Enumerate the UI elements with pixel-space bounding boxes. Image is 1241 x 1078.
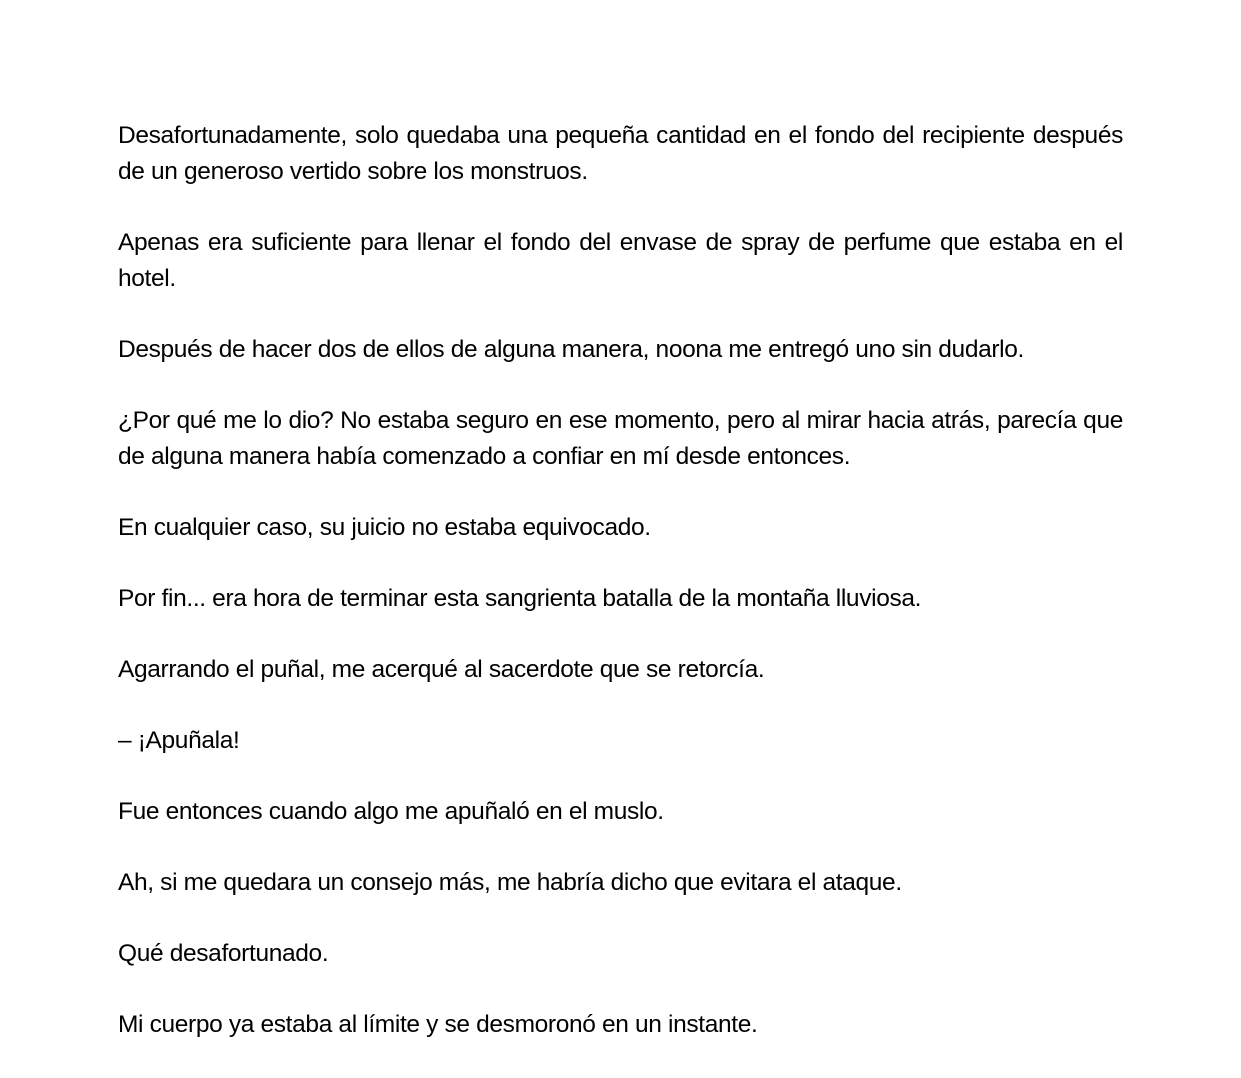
paragraph-3: Después de hacer dos de ellos de alguna manera, noona me entregó uno sin dudarlo. bbox=[118, 336, 1025, 363]
paragraph-6: Por fin... era hora de terminar esta sangrienta batalla de la montaña lluviosa. bbox=[118, 585, 922, 612]
paragraph-7: Agarrando el puñal, me acerqué al sacerdote que se retorcía. bbox=[118, 656, 765, 683]
paragraph-5: En cualquier caso, su juicio no estaba equivocado. bbox=[118, 514, 651, 541]
paragraph-1: Desafortunadamente, solo quedaba una pequeña cantidad en el fondo del recipiente después de un generoso vertido sobre los monstruos. bbox=[118, 122, 1123, 185]
paragraph-4: ¿Por qué me lo dio? No estaba seguro en ese momento, pero al mirar hacia atrás, parecía que de alguna manera había comenzado a confiar en mí desde entonces. bbox=[118, 407, 1123, 470]
paragraph-9: Fue entonces cuando algo me apuñaló en el muslo. bbox=[118, 798, 664, 825]
paragraph-11: Qué desafortunado. bbox=[118, 940, 329, 967]
document-body bbox=[118, 118, 1123, 1078]
paragraph-2: Apenas era suficiente para llenar el fondo del envase de spray de perfume que estaba en el hotel. bbox=[118, 229, 1123, 292]
paragraph-8: – ¡Apuñala! bbox=[118, 727, 240, 754]
paragraph-12: Mi cuerpo ya estaba al límite y se desmoronó en un instante. bbox=[118, 1011, 758, 1038]
paragraph-10: Ah, si me quedara un consejo más, me habría dicho que evitara el ataque. bbox=[118, 869, 902, 896]
